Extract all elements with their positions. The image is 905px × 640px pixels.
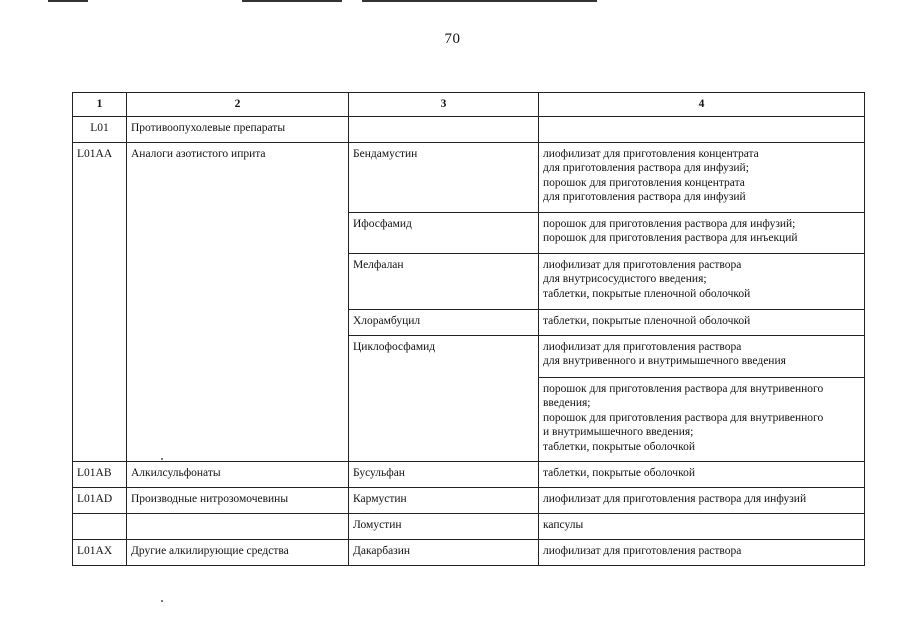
dosage-form: лиофилизат для приготовления раствора для внутрисосудистого введения; таблетки, покрытые пленочной оболочкой [539,254,865,310]
dosage-form: лиофилизат для приготовления раствора для инфузий [539,488,865,514]
top-rule-left [48,0,88,2]
header-col-3: 3 [349,93,539,117]
header-col-1: 1 [73,93,127,117]
table-row [73,540,865,566]
table-row [73,462,865,488]
atc-group: Противоопухолевые препараты [127,117,349,143]
dosage-form: таблетки, покрытые оболочкой [539,462,865,488]
atc-group-empty [127,514,349,540]
header-col-4: 4 [539,93,865,117]
atc-group: Аналоги азотистого иприта [127,143,349,462]
table-row [73,117,865,143]
drug-name: Хлорамбуцил [349,310,539,336]
dosage-form: порошок для приготовления раствора для внутривенного введения; порошок для приготовления раствора для внутривенного и внутримышечного введения; таблетки, покрытые оболочкой [539,378,865,462]
header-col-2: 2 [127,93,349,117]
table-row [73,514,865,540]
scan-speck [161,600,163,602]
drug-table [72,92,865,566]
drug-name: Мелфалан [349,254,539,310]
dosage-form: лиофилизат для приготовления раствора для внутривенного и внутримышечного введения [539,336,865,378]
atc-code: L01 [73,117,127,143]
drug-name: Дакарбазин [349,540,539,566]
drug-name: Кармустин [349,488,539,514]
dosage-form: порошок для приготовления раствора для инфузий; порошок для приготовления раствора для инъекций [539,213,865,254]
drug-name: Бендамустин [349,143,539,213]
scan-speck [161,458,163,460]
page-number: 70 [444,31,461,47]
table-row [73,488,865,514]
atc-group: Производные нитрозомочевины [127,488,349,514]
dosage-form: таблетки, покрытые пленочной оболочкой [539,310,865,336]
dosage-form: лиофилизат для приготовления раствора [539,540,865,566]
top-rule-middle [242,0,342,2]
dosage-form [539,117,865,143]
atc-code: L01AB [73,462,127,488]
drug-name: Ломустин [349,514,539,540]
atc-code: L01AA [73,143,127,462]
drug-name: Ифосфамид [349,213,539,254]
drug-name: Циклофосфамид [349,336,539,462]
table-header-row [73,93,865,117]
table-row [73,143,865,213]
dosage-form: капсулы [539,514,865,540]
atc-code-empty [73,514,127,540]
atc-group: Другие алкилирующие средства [127,540,349,566]
atc-code: L01AX [73,540,127,566]
top-rule-right [362,0,597,2]
drug-name: Бусульфан [349,462,539,488]
atc-code: L01AD [73,488,127,514]
drug-name [349,117,539,143]
dosage-form: лиофилизат для приготовления концентрата для приготовления раствора для инфузий; порошок для приготовления концентрата для приготовления раствора для инфузий [539,143,865,213]
atc-group: Алкилсульфонаты [127,462,349,488]
